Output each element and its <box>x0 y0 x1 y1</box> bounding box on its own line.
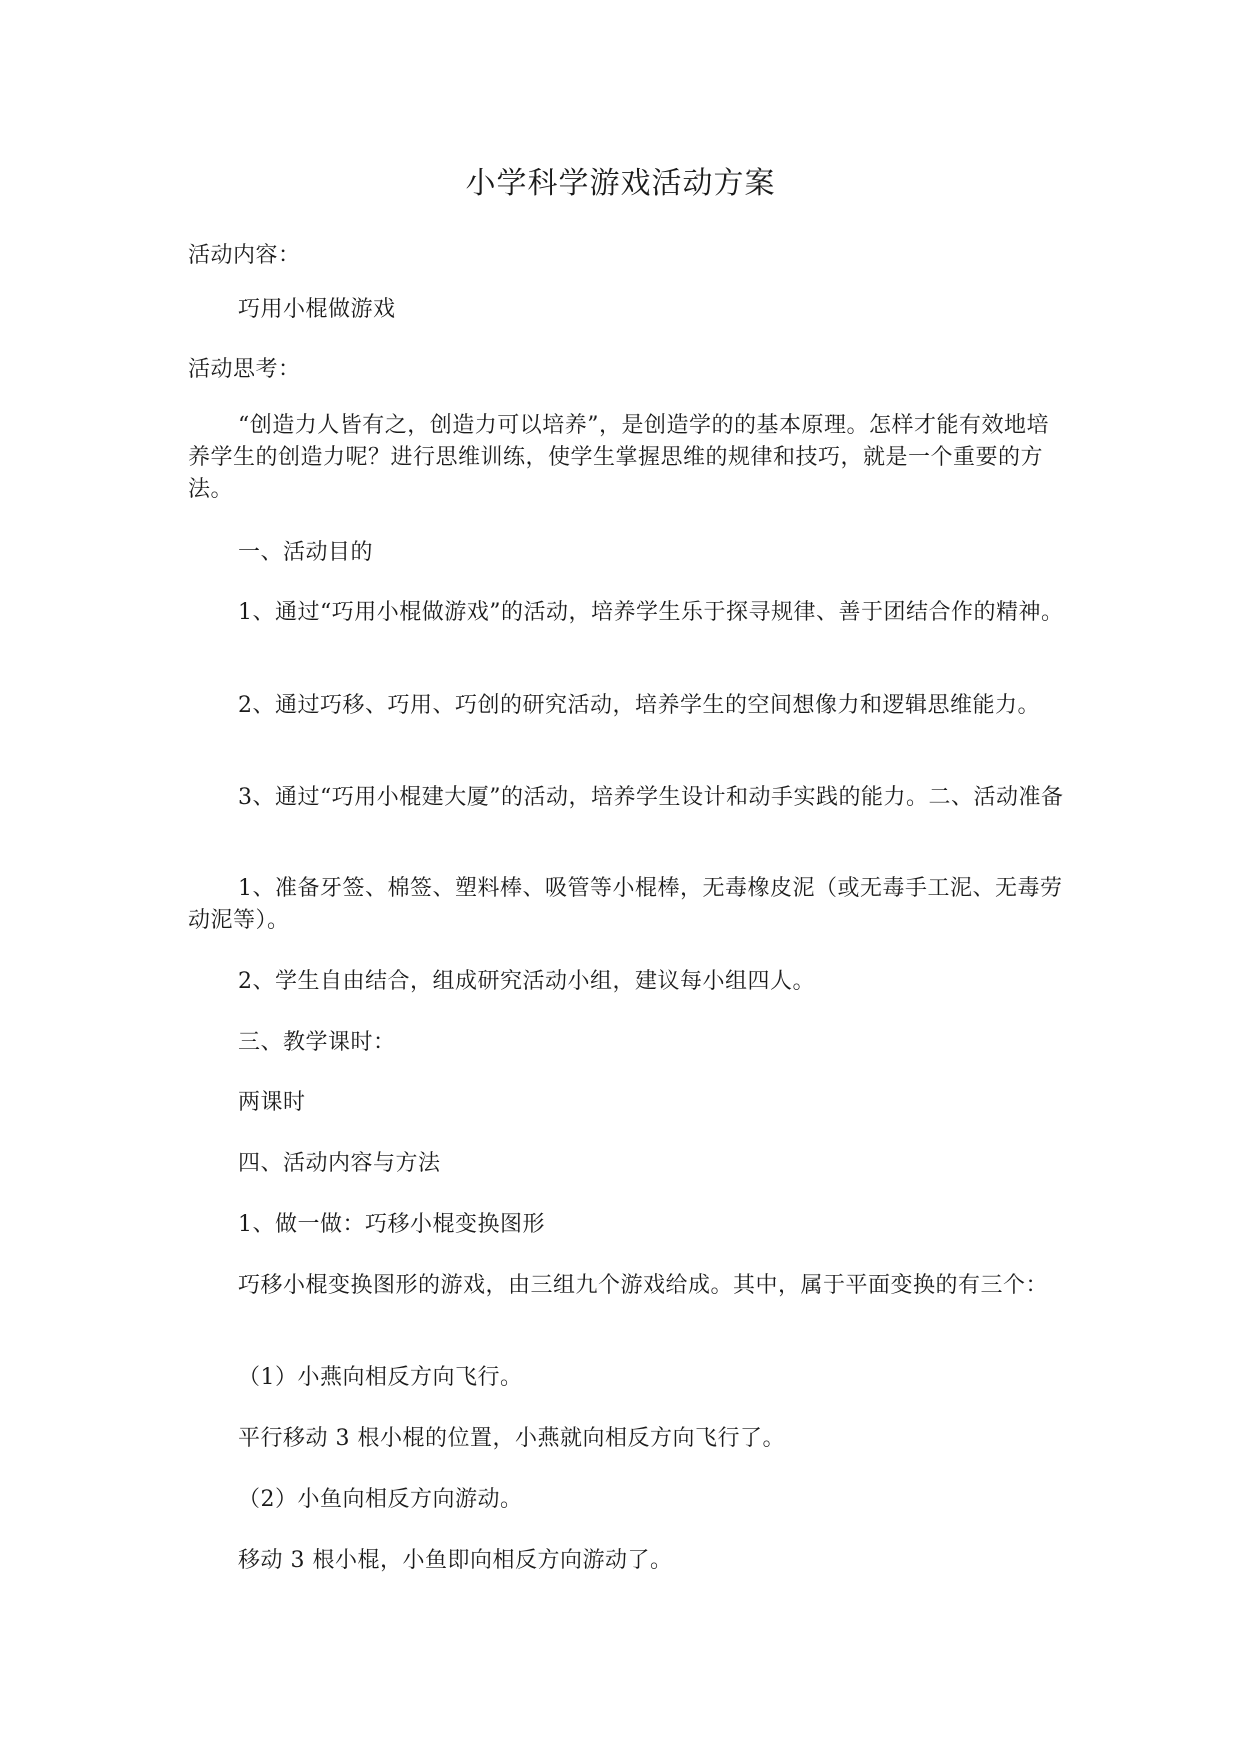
preparation-item-1: 1、准备牙签、棉签、塑料棒、吸管等小棍棒，无毒橡皮泥（或无毒手工泥、无毒劳动泥等）。 <box>188 876 1063 933</box>
activity-content-text: 巧用小棍做游戏 <box>238 297 396 322</box>
class-hours-value: 两课时 <box>238 1090 306 1115</box>
section-label-activity-thinking: 活动思考： <box>188 357 301 382</box>
preparation-item-2: 2、学生自由结合，组成研究活动小组，建议每小组四人。 <box>238 969 815 994</box>
activity-thinking-paragraph: “创造力人皆有之，创造力可以培养”，是创造学的的基本原理。怎样才能有效地培养学生的创造力呢？进行思维训练，使学生掌握思维的规律和技巧，就是一个重要的方法。 <box>188 413 1049 502</box>
goal-item-1: 1、通过“巧用小棍做游戏”的活动，培养学生乐于探寻规律、善于团结合作的精神。 <box>238 600 1064 625</box>
heading-content-methods: 四、活动内容与方法 <box>238 1151 441 1176</box>
method-item-1: 1、做一做：巧移小棍变换图形 <box>238 1212 545 1237</box>
heading-activity-goals: 一、活动目的 <box>238 540 374 565</box>
document-title: 小学科学游戏活动方案 <box>465 166 776 201</box>
section-label-activity-content: 活动内容： <box>188 243 301 268</box>
goal-item-2: 2、通过巧移、巧用、巧创的研究活动，培养学生的空间想像力和逻辑思维能力。 <box>238 693 1040 718</box>
heading-class-hours: 三、教学课时： <box>238 1030 396 1055</box>
game-item-2-detail: 移动 3 根小棍，小鱼即向相反方向游动了。 <box>238 1548 673 1573</box>
game-item-1: （1）小燕向相反方向飞行。 <box>238 1365 523 1390</box>
method-description: 巧移小棍变换图形的游戏，由三组九个游戏给成。其中，属于平面变换的有三个： <box>238 1273 1049 1298</box>
game-item-1-detail: 平行移动 3 根小棍的位置，小燕就向相反方向飞行了。 <box>238 1426 785 1451</box>
game-item-2: （2）小鱼向相反方向游动。 <box>238 1487 523 1512</box>
goal-item-3: 3、通过“巧用小棍建大厦”的活动，培养学生设计和动手实践的能力。二、活动准备 <box>238 785 1064 810</box>
